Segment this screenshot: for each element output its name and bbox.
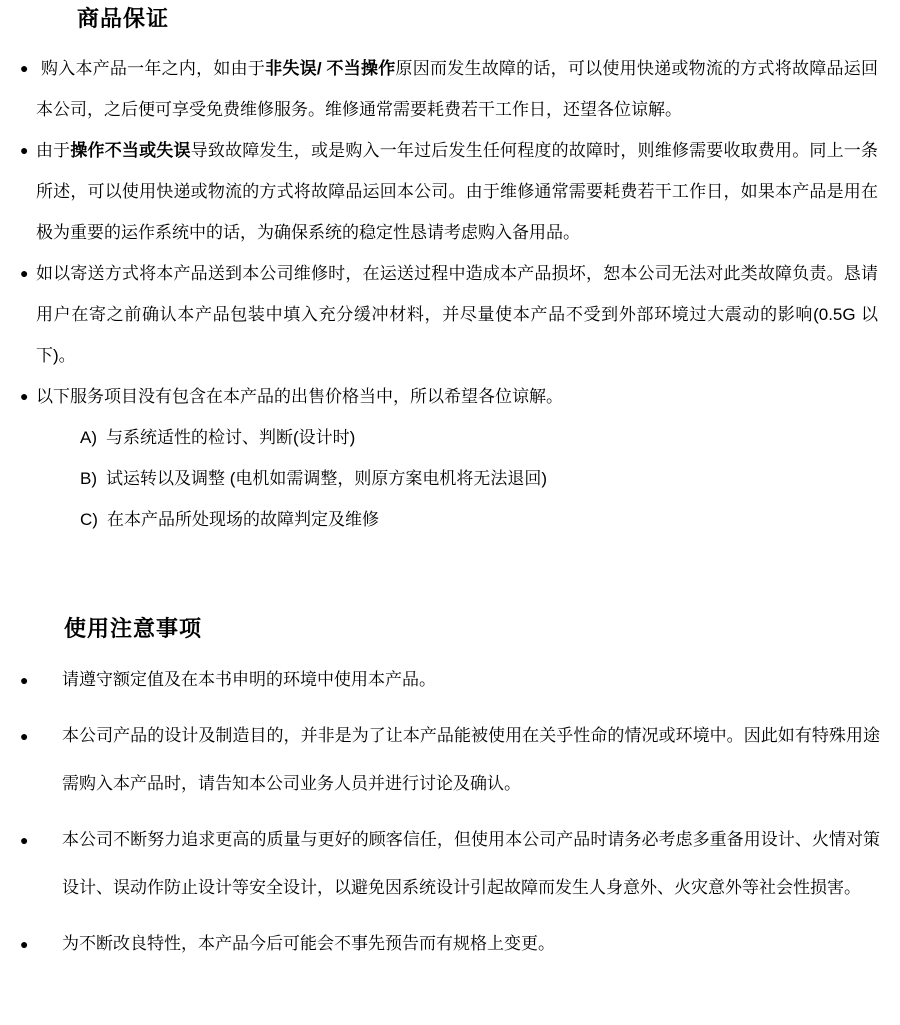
bullet-icon: ● [20, 832, 29, 848]
bullet-item [0, 48, 900, 130]
text-segment: 本公司不断努力追求更高的质量与更好的顾客信任，但使用本公司产品时请务必考虑多重备用设计、火情对策设计、误动作防止设计等安全设计，以避免因系统设计引起故障而发生人身意外、火灾意外等社会性损害。 [62, 830, 880, 897]
text-segment: 原因而发生故障的话，可以使用快递或物流的方式将故障品运回本公司，之后便可享受免费维修服务。维修通常需要耗费若干工作日，还望各位谅解。 [36, 59, 878, 119]
bullet-item [0, 920, 900, 968]
sublist-item [80, 458, 900, 499]
sublist-item-label: C) [80, 510, 98, 529]
sublist-item [80, 417, 900, 458]
lettered-sublist [0, 417, 900, 540]
section-title-product-guarantee: 商品保证 [77, 6, 170, 31]
text-segment: 导致故障发生，或是购入一年过后发生任何程度的故障时，则维修需要收取费用。同上一条所述，可以使用快递或物流的方式将故障品运回本公司。由于维修通常需要耗费若干工作日，如果本产品是用在极为重要的运作系统中的话，为确保系统的稳定性恳请考虑购入备用品。 [36, 141, 878, 242]
text-segment: 本公司产品的设计及制造目的，并非是为了让本产品能被使用在关乎性命的情况或环境中。因此如有特殊用途需购入本产品时，请告知本公司业务人员并进行讨论及确认。 [62, 726, 880, 793]
text-segment: 如以寄送方式将本产品送到本公司维修时，在运送过程中造成本产品损坏，恕本公司无法对此类故障负责。恳请用户在寄之前确认本产品包装中填入充分缓冲材料，并尽量使本产品不受到外部环境过大震动的影响(0.5G 以下)。 [36, 264, 878, 365]
sublist-item-text: 与系统适性的检讨、判断(设计时) [106, 428, 356, 447]
bullet-text [0, 920, 900, 968]
bullet-item [0, 253, 900, 376]
text-segment: 购入本产品一年之内，如由于 [36, 59, 266, 78]
bullet-text [0, 376, 900, 417]
bullet-list-usage-precautions [0, 656, 900, 968]
bullet-icon: ● [20, 388, 29, 404]
bullet-icon: ● [20, 936, 29, 952]
sublist-item [80, 499, 900, 540]
bullet-item [0, 376, 900, 540]
section-product-guarantee [0, 6, 900, 540]
bullet-list-product-guarantee [0, 48, 900, 540]
sublist-item-label: B) [80, 469, 97, 488]
bullet-icon: ● [20, 265, 29, 281]
sublist-item-text: 在本产品所处现场的故障判定及维修 [106, 510, 379, 529]
bullet-icon: ● [20, 728, 29, 744]
bullet-icon: ● [20, 60, 29, 76]
bullet-item [0, 816, 900, 912]
bullet-text [0, 130, 900, 253]
text-segment: 请遵守额定值及在本书申明的环境中使用本产品。 [62, 670, 436, 689]
bullet-icon: ● [20, 672, 29, 688]
bullet-text [0, 253, 900, 376]
text-segment: 为不断改良特性，本产品今后可能会不事先预告而有规格上变更。 [62, 934, 555, 953]
text-segment-bold: 操作不当或失误 [70, 141, 191, 160]
section-usage-precautions [0, 616, 900, 968]
bullet-text [0, 48, 900, 130]
sublist-item-label: A) [80, 428, 97, 447]
text-segment-bold: 非失误/ 不当操作 [265, 59, 396, 78]
bullet-text [0, 712, 900, 808]
text-segment: 由于 [36, 141, 71, 160]
text-segment: 以下服务项目没有包含在本产品的出售价格当中，所以希望各位谅解。 [36, 387, 563, 406]
bullet-item [0, 130, 900, 253]
bullet-text [0, 656, 900, 704]
section-title-usage-precautions: 使用注意事项 [64, 616, 203, 641]
bullet-text [0, 816, 900, 912]
bullet-icon: ● [20, 142, 29, 158]
sublist-item-text: 试运转以及调整 (电机如需调整，则原方案电机将无法退回) [106, 469, 548, 488]
bullet-item [0, 712, 900, 808]
bullet-item [0, 656, 900, 704]
